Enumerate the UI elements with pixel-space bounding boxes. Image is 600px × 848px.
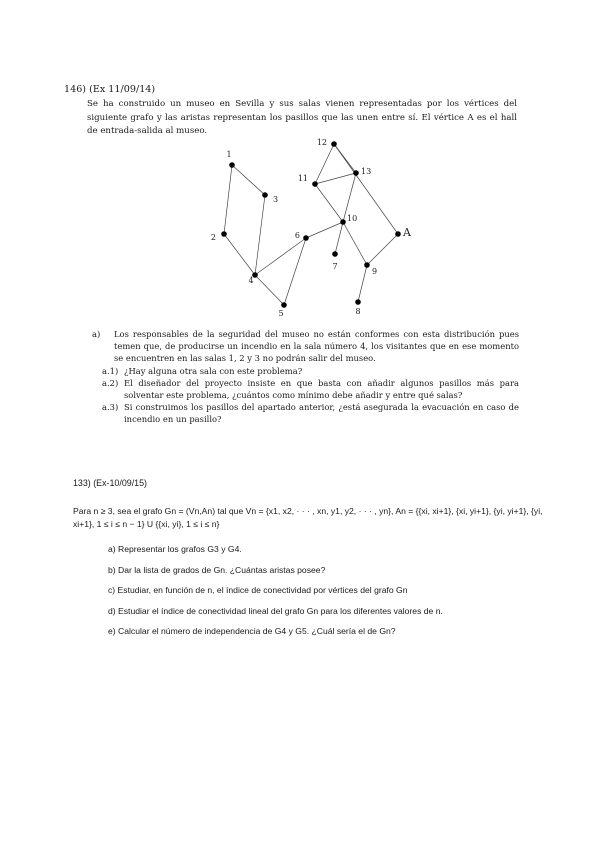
vertex-label-5: 5 (278, 309, 284, 318)
vertex-13 (353, 170, 359, 176)
question-a1-text: ¿Hay alguna otra sala con este problema? (124, 366, 303, 377)
question-a1 (102, 366, 519, 378)
vertex-3 (262, 192, 268, 198)
vertex-2 (221, 231, 227, 237)
vertex-label-2: 2 (210, 233, 216, 242)
problem-133-item-d: d) Estudiar el índice de conectividad lineal del grafo Gn para los diferentes valores de n. (108, 605, 443, 616)
vertex-label-3: 3 (273, 195, 279, 204)
problem-133-statement: Para n ≥ 3, sea el grafo Gn = (Vn,An) tal que Vn = {x1, x2, · · · , xn, y1, y2, · · · , yn}, An = {{xi, xi+1}, {xi, yi+1}, {yi, yi+1}, {yi, xi+1}, 1 ≤ i ≤ n − 1} U {{xi, yi}, 1 ≤ i ≤ n} (73, 506, 543, 530)
edge-9-A (367, 234, 398, 265)
vertex-label-4: 4 (248, 276, 254, 285)
question-a3-text: Si construimos los pasillos del apartado anterior, ¿está asegurada la evacuación en caso de incendio en un pasillo? (124, 401, 519, 424)
problem-133-item-e: e) Calcular el número de independencia de G4 y G5. ¿Cuál sería el de Gn? (108, 626, 396, 637)
vertex-9 (364, 262, 370, 268)
edge-10-7 (335, 222, 343, 254)
question-a2 (102, 378, 519, 402)
edge-4-6 (255, 238, 306, 275)
vertex-6 (303, 235, 309, 241)
vertex-label-6: 6 (294, 231, 300, 240)
question-a-label: a) (92, 329, 101, 339)
vertex-label-A: A (403, 226, 411, 239)
vertex-label-1: 1 (226, 150, 232, 159)
question-a-text: Los responsables de la seguridad del museo no están conformes con esta distribución pues temen que, de producirse un incendio en la sala número 4, los visitantes que en ese momento se encuentren en las salas 1, 2 y 3 no podrán salir del museo. (114, 329, 519, 363)
question-a (92, 329, 519, 364)
problem-133-items (108, 544, 443, 647)
edge-3-4 (255, 195, 265, 275)
problem-146-title: 146) (Ex 11/09/14) (64, 84, 156, 95)
problem-133-item-a: a) Representar los grafos G3 y G4. (108, 544, 242, 554)
edge-5-6 (284, 238, 306, 305)
vertex-label-7: 7 (332, 262, 338, 271)
edge-10-11 (315, 184, 343, 222)
vertex-label-9: 9 (372, 267, 378, 276)
question-a2-text: El diseñador del proyecto insiste en que basta con añadir algunos pasillos más para solventar este problema, ¿cuántos como mínimo debe añadir y entre qué salas? (124, 378, 519, 400)
edge-2-4 (224, 234, 255, 275)
problem-133-title: 133) (Ex-10/09/15) (73, 478, 147, 488)
problem-133-item-b: b) Dar la lista de grados de Gn. ¿Cuántas aristas posee? (108, 564, 326, 575)
vertex-11 (312, 181, 318, 187)
vertex-label-13: 13 (361, 167, 372, 176)
problem-146-questions (92, 329, 519, 425)
edge-10-9 (343, 222, 367, 265)
vertex-A (395, 231, 401, 237)
vertex-5 (281, 302, 287, 308)
edge-6-10 (306, 222, 343, 238)
vertex-10 (340, 219, 346, 225)
question-a1-label: a.1) (102, 366, 119, 377)
edge-1-2 (224, 165, 232, 234)
vertex-1 (229, 162, 235, 168)
vertex-label-10: 10 (347, 214, 358, 223)
vertex-12 (331, 141, 337, 147)
edge-11-13 (315, 173, 356, 184)
vertex-label-11: 11 (297, 174, 308, 183)
vertex-label-8: 8 (355, 307, 361, 316)
edge-1-3 (232, 165, 265, 195)
vertex-8 (355, 299, 361, 305)
question-a3 (102, 402, 519, 426)
problem-146-statement: Se ha construido un museo en Sevilla y sus salas vienen representadas por los vértices del siguiente grafo y las aristas representan los pasillos que las unen entre sí. El vértice A es el hall de entrada-salida al museo. (87, 99, 517, 137)
edge-9-8 (358, 265, 367, 302)
problem-133-item-c: c) Estudiar, en función de n, el índice de conectividad por vértices del grafo Gn (108, 585, 408, 596)
graph-vertex-labels (211, 138, 412, 318)
question-a3-label: a.3) (102, 401, 119, 412)
edge-4-5 (255, 275, 284, 305)
edge-11-12 (315, 144, 334, 184)
question-a2-label: a.2) (102, 378, 119, 389)
vertex-7 (332, 251, 338, 257)
vertex-label-12: 12 (316, 138, 327, 147)
museum-graph (180, 130, 440, 320)
